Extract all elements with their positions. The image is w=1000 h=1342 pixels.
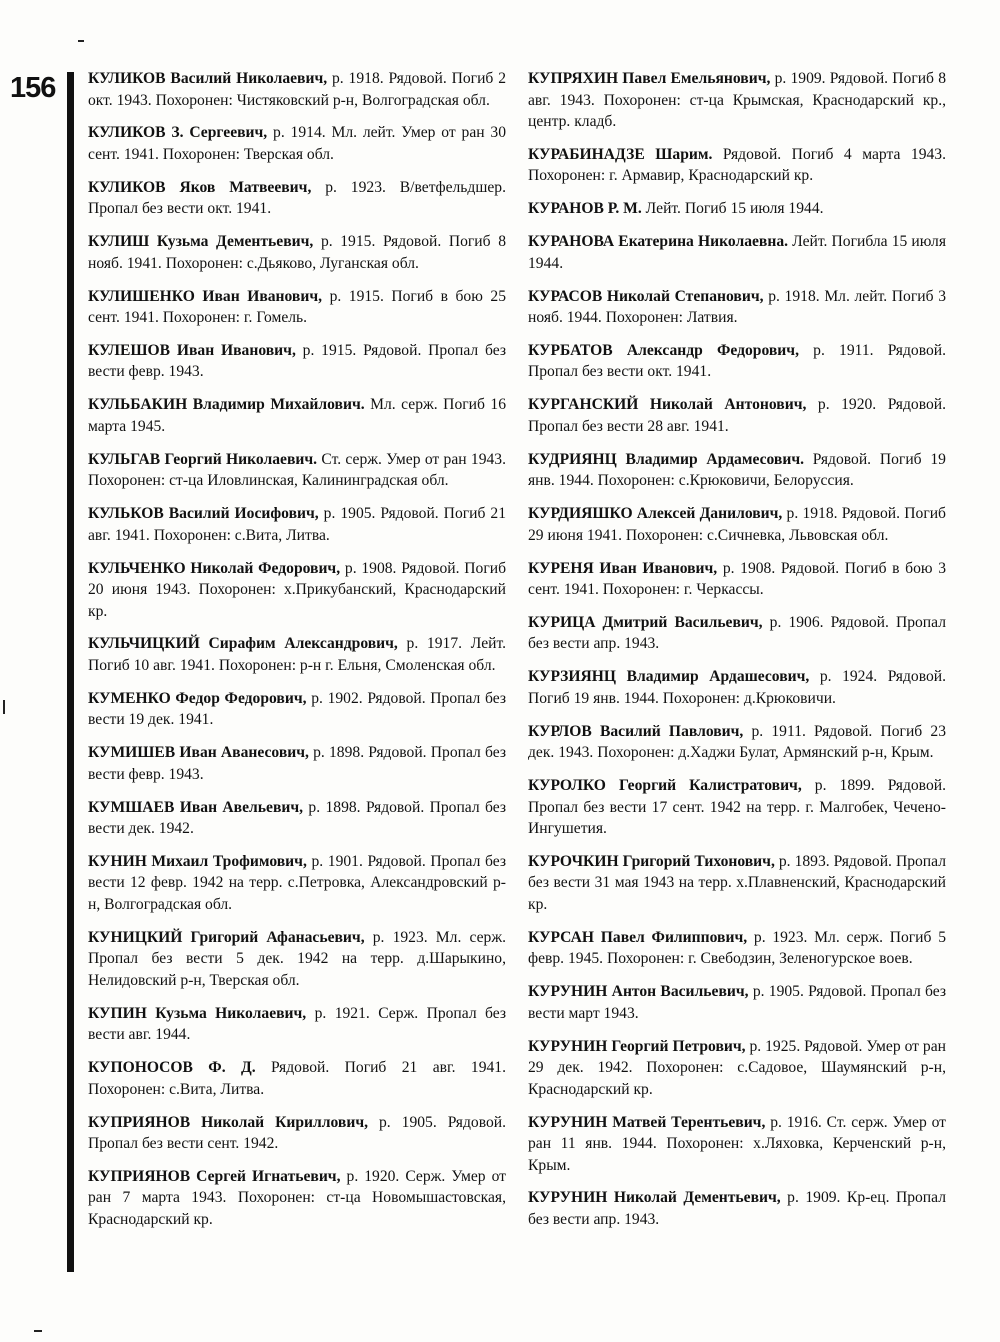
entry [88,503,506,546]
entry-text: р. 1920. Рядовой. Пропал без вести 28 авг. 1941. [528,396,946,435]
entry-text: р. 1893. Рядовой. Пропал без вести 31 мая 1943 на терр. х.Плавненский, Краснодарский кр. [528,852,946,913]
entry [88,449,506,492]
entry-name: КУРОЛКО Георгий Калистратович, [528,777,802,795]
entry-name: КУРАБИНАДЗЕ Шарим. [528,145,713,163]
entry-text: Рядовой. Погиб 21 авг. 1941. Похоронен: с.Вита, Литва. [88,1059,506,1098]
entry [528,981,946,1024]
entry-name: КУРУНИН Николай Дементьевич, [528,1189,781,1207]
entry [88,633,506,676]
page-number: 156 [10,72,56,104]
entry-text: р. 1921. Серж. Пропал без вести авг. 1944. [88,1004,507,1044]
entry-text: р. 1915. Рядовой. Погиб 8 нояб. 1941. Похоронен: с.Дьяково, Луганская обл. [88,233,506,272]
entry [88,340,506,383]
entry [528,449,946,492]
entry-name: КУПРИЯНОВ Николай Кириллович, [88,1113,369,1131]
entry-text: Рядовой. Погиб 4 марта 1943. Похоронен: г. Армавир, Краснодарский кр. [528,145,946,185]
entry [88,1003,506,1046]
entry-text: р. 1899. Рядовой. Пропал без вести 17 сент. 1942 на терр. г. Малгобек, Чечено-Ингушетия. [528,777,946,838]
entry-name: КУРБАТОВ Александр Федорович, [528,341,799,359]
entry [528,775,946,840]
entry-name: КУЛИШ Кузьма Дементьевич, [88,233,314,251]
margin-rule [67,72,74,1272]
entry-name: КУРУНИН Георгий Петрович, [528,1037,746,1055]
entry-text: р. 1923. В/ветфельдшер. Пропал без вести окт. 1941. [88,178,506,218]
entry-text: р. 1915. Рядовой. Пропал без вести февр. 1943. [88,341,507,381]
entry [528,286,946,329]
entry-name: КУРУНИН Матвей Терентьевич, [528,1113,766,1131]
entry [88,797,506,840]
entry [88,558,506,623]
entry-text: р. 1902. Рядовой. Пропал без вести 19 дек. 1941. [88,689,506,729]
entry-name: КУПИН Кузьма Николаевич, [88,1004,307,1022]
entry [528,1036,946,1101]
entry-name: КУНИН Михаил Трофимович, [88,852,307,870]
entry-text: р. 1914. Мл. лейт. Умер от ран 30 сент. 1941. Похоронен: Тверская обл. [88,124,507,163]
entry-name: КУЛЬБАКИН Владимир Михайлович. [88,396,365,414]
entry [88,122,506,165]
entry-name: КУДРИЯНЦ Владимир Ардамесович. [528,450,805,468]
entry-text: р. 1909. Кр-ец. Пропал без вести апр. 1943. [528,1189,946,1228]
entry-text: Лейт. Погиб 15 июля 1944. [641,200,824,218]
entry-text: р. 1905. Рядовой. Пропал без вести март 1943. [528,983,946,1022]
entry-text: Лейт. Погибла 15 июля 1944. [528,233,946,272]
entry-text: р. 1898. Рядовой. Пропал без вести февр. 1943. [88,744,506,783]
entry [88,1112,506,1155]
entry-text: р. 1905. Рядовой. Погиб 21 авг. 1941. Похоронен: с.Вита, Литва. [88,505,506,544]
entry-name: КУПОНОСОВ Ф. Д. [88,1059,256,1077]
entry-name: КУРУНИН Антон Васильевич, [528,983,749,1001]
entry [528,198,946,220]
entry-text: р. 1920. Серж. Умер от ран 7 марта 1943. Похоронен: ст-ца Новомышастовская, Краснодарский кр. [88,1167,506,1228]
entry-text: Рядовой. Погиб 19 янв. 1944. Похоронен: с.Крюковичи, Белоруссия. [528,450,946,490]
entry-text: р. 1898. Рядовой. Пропал без вести дек. 1942. [88,798,507,838]
entry-name: КУМШАЕВ Иван Авельевич, [88,798,304,816]
entry-name: КУМЕНКО Федор Федорович, [88,689,307,707]
entry-text: р. 1906. Рядовой. Пропал без вести апр. 1943. [528,613,946,653]
entry-name: КУРАСОВ Николай Степанович, [528,287,764,305]
entry-name: КУРИЦА Дмитрий Васильевич, [528,613,763,631]
entry [88,394,506,437]
entry-text: р. 1905. Рядовой. Пропал без вести сент. 1942. [88,1113,506,1153]
entry-text: р. 1909. Рядовой. Погиб 8 авг. 1943. Похоронен: ст-ца Крымская, Краснодарский кр., центр. кладб. [528,70,946,130]
entry [88,286,506,329]
entry-name: КУРГАНСКИЙ Николай Антонович, [528,396,807,414]
entry-text: р. 1918. Рядовой. Погиб 2 окт. 1943. Похоронен: Чистяковский р-н, Волгоградская обл. [88,70,506,109]
entry [528,340,946,383]
entry [88,1166,506,1231]
entry-name: КУЛИКОВ Василий Николаевич, [88,70,328,87]
entry [528,851,946,916]
scan-speck [78,40,84,42]
entry-text: Мл. серж. Погиб 16 марта 1945. [88,396,506,435]
entry-name: КУЛЕШОВ Иван Иванович, [88,341,296,359]
entry [528,1187,946,1230]
left-column [88,68,506,1242]
entry [88,177,506,220]
entry [528,612,946,655]
entry-name: КУЛЬГАВ Георгий Николаевич. [88,450,318,468]
entry [528,503,946,546]
entry [88,927,506,992]
entry-text: р. 1911. Рядовой. Пропал без вести окт. 1941. [528,341,947,381]
entry [528,1112,946,1177]
entry-name: КУМИШЕВ Иван Аванесович, [88,744,309,762]
entry [528,927,946,970]
entry-text: р. 1908. Рядовой. Погиб в бою 3 сент. 1941. Похоронен: г. Черкассы. [528,559,946,599]
entry-name: КУЛИКОВ З. Сергеевич, [88,124,268,142]
entry-name: КУРЕНЯ Иван Иванович, [528,559,718,577]
entry [528,558,946,601]
entry-name: КУРДИЯШКО Алексей Данилович, [528,505,783,523]
entry-text: р. 1917. Лейт. Погиб 10 авг. 1941. Похоронен: р-н г. Ельня, Смоленская обл. [88,635,506,674]
entry-text: р. 1923. Мл. серж. Погиб 5 февр. 1945. Похоронен: г. Свебодзин, Зеленогурское воев. [528,928,946,968]
entry [528,721,946,764]
entry-name: КУРСАН Павел Филиппович, [528,928,748,946]
entry-text: р. 1916. Ст. серж. Умер от ран 11 янв. 1944. Похоронен: х.Ляховка, Керченский р-н, Крым. [528,1113,946,1174]
entry-text: р. 1925. Рядовой. Умер от ран 29 дек. 1942. Похоронен: с.Садовое, Шаумянский р-н, Краснодарский кр. [528,1037,946,1098]
entry-name: КУРЗИЯНЦ Владимир Ардашесович, [528,668,810,686]
entry-text: р. 1923. Мл. серж. Пропал без вести 5 дек. 1942 на терр. д.Шарыкино, Нелидовский р-н, Тверская обл. [88,928,506,989]
entry [88,231,506,274]
entry-text: р. 1918. Мл. лейт. Погиб 3 нояб. 1944. Похоронен: Латвия. [528,287,946,327]
entry-text: р. 1918. Рядовой. Погиб 29 июня 1941. Похоронен: с.Сичневка, Львовская обл. [528,505,946,544]
entry [88,68,506,111]
right-column [528,68,946,1242]
entry [88,851,506,916]
entry-text: Ст. серж. Умер от ран 1943. Похоронен: ст-ца Иловлинская, Калининградская обл. [88,450,506,490]
entry-name: КУЛЬКОВ Василий Иосифович, [88,505,319,523]
entry [528,231,946,274]
entry-name: КУЛЬЧЕНКО Николай Федорович, [88,559,341,577]
entry-text: р. 1911. Рядовой. Погиб 23 дек. 1943. Похоронен: д.Хаджи Булат, Армянский р-н, Крым. [528,722,946,762]
entry-name: КУРЛОВ Василий Павлович, [528,722,744,740]
entry [88,1057,506,1100]
entry-text: р. 1901. Рядовой. Пропал без вести 12 февр. 1942 на терр. с.Петровка, Александровский р-н, Волгоградская обл. [88,852,507,913]
entry-text: р. 1908. Рядовой. Погиб 20 июня 1943. Похоронен: х.Прикубанский, Краснодарский кр. [88,559,507,620]
entry-name: КУРАНОВ Р. М. [528,200,642,218]
entry-name: КУНИЦКИЙ Григорий Афанасьевич, [88,928,365,946]
entry [528,68,946,133]
entry [528,144,946,187]
entry-name: КУЛЬЧИЦКИЙ Сирафим Александрович, [88,635,398,653]
entry [88,688,506,731]
entry [528,666,946,709]
entry-name: КУРОЧКИН Григорий Тихонович, [528,852,775,870]
entry-name: КУЛИКОВ Яков Матвеевич, [88,178,312,196]
entry-name: КУЛИШЕНКО Иван Иванович, [88,287,323,305]
scan-speck [34,1330,42,1332]
entry-text: р. 1924. Рядовой. Погиб 19 янв. 1944. Похоронен: д.Крюковичи. [528,668,946,707]
entry [88,742,506,785]
entry-text: р. 1915. Погиб в бою 25 сент. 1941. Похоронен: г. Гомель. [88,287,506,327]
entry-name: КУПРЯХИН Павел Емельянович, [528,70,771,87]
entry-name: КУРАНОВА Екатерина Николаевна. [528,233,789,251]
scan-speck [3,700,5,714]
entry-name: КУПРИЯНОВ Сергей Игнатьевич, [88,1167,341,1185]
entry [528,394,946,437]
